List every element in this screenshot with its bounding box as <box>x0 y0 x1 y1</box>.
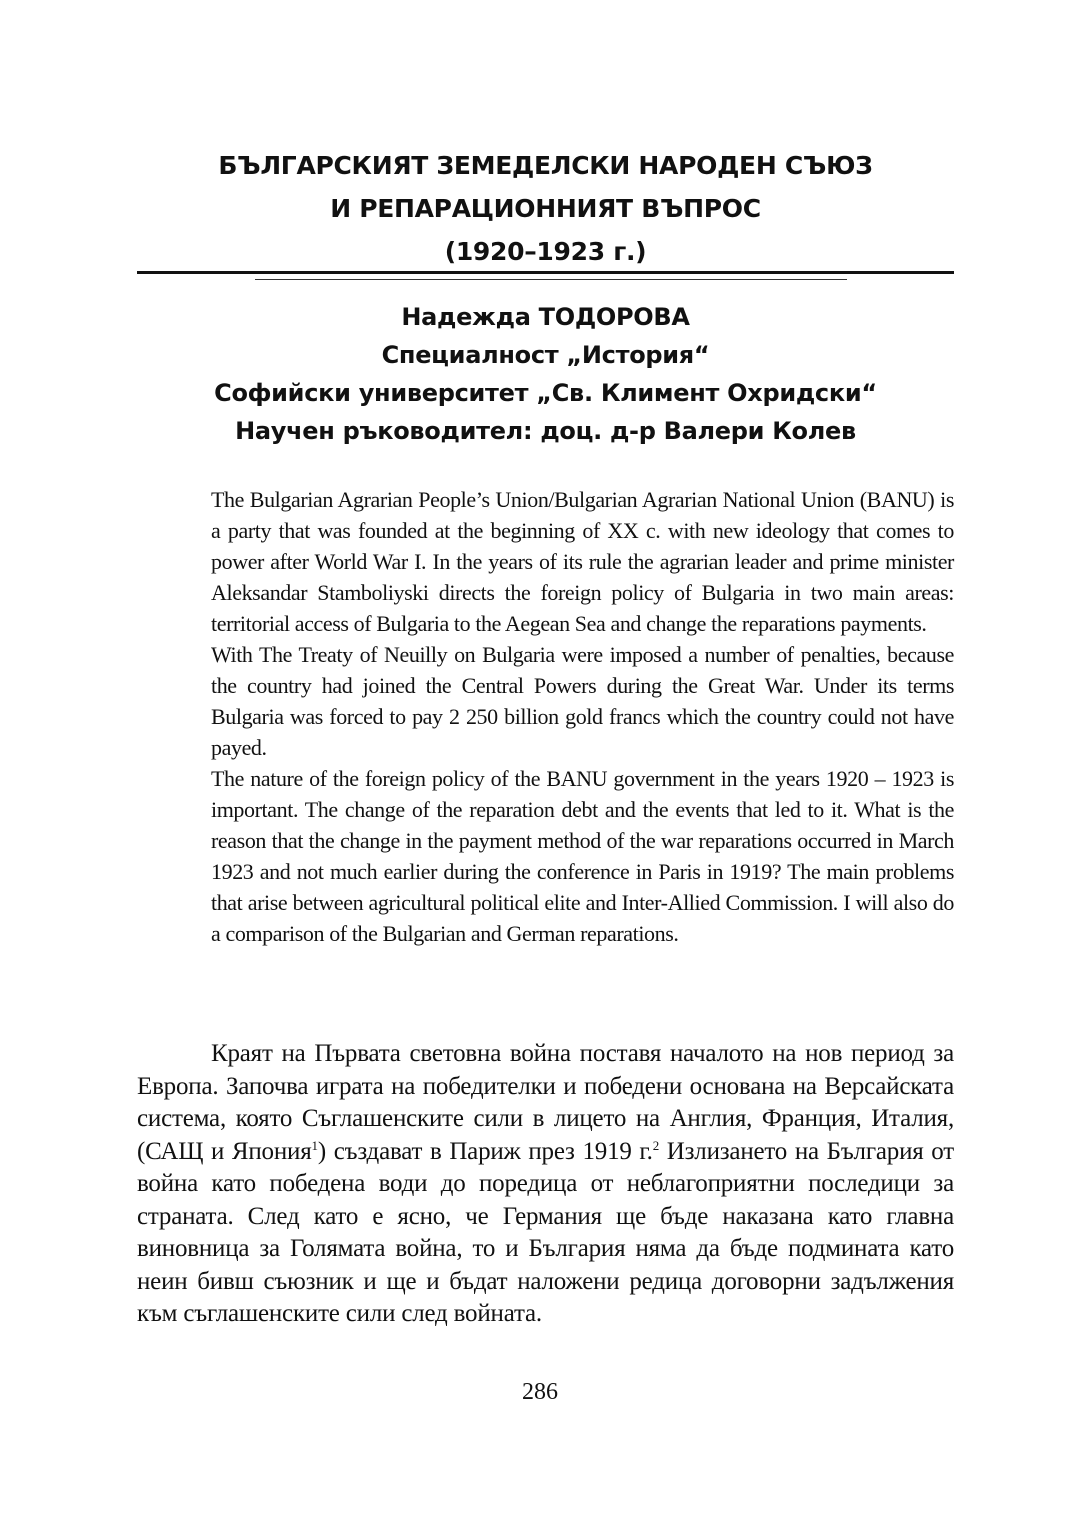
title-line-1: БЪЛГАРСКИЯТ ЗЕМЕДЕЛСКИ НАРОДЕН СЪЮЗ <box>218 151 873 180</box>
abstract <box>211 484 954 949</box>
footnote-ref-1[interactable]: 1 <box>311 1137 318 1153</box>
article-title <box>137 144 954 273</box>
author-specialty: Специалност „История“ <box>381 341 710 369</box>
title-rule-thick <box>137 271 954 274</box>
body-text <box>137 1038 954 1331</box>
body-paragraph <box>137 1038 954 1331</box>
abstract-paragraph-1: The Bulgarian Agrarian People’s Union/Bulgarian Agrarian National Union (BANU) is a party that was founded at the beginning of XX c. with new ideology that comes to power after World War I. In the years of its rule the agrarian leader and prime minister Aleksandar Stamboliyski directs the foreign policy of Bulgaria in two main areas: territorial access of Bulgaria to the Aegean Sea and change the reparations payments. <box>211 487 954 636</box>
author-university: Софийски университет „Св. Климент Охридски“ <box>214 379 877 407</box>
title-rule-thin <box>255 279 847 280</box>
body-text-part-2: ) създават в Париж през 1919 г. <box>317 1137 653 1165</box>
abstract-paragraph-3: The nature of the foreign policy of the BANU government in the years 1920 – 1923 is important. The change of the reparation debt and the events that led to it. What is the reason that the change in the payment method of the war reparations occurred in March 1923 and not much earlier during the conference in Paris in 1919? The main problems that arise between agricultural political elite and Inter-Allied Commission. I will also do a comparison of the Bulgarian and German reparations. <box>211 766 954 946</box>
author-block <box>137 298 954 450</box>
page-number: 286 <box>522 1379 558 1405</box>
title-line-2: И РЕПАРАЦИОННИЯТ ВЪПРОС <box>330 194 761 223</box>
body-text-part-1: Краят на Първата световна война поставя началото на нов период за Европа. Започва играта на победителки и победени основана на Версайската система, която Съглашенските сили в лицето на Англия, Франция, Италия, (САЩ и Япония <box>137 1040 954 1165</box>
author-name: Надежда ТОДОРОВА <box>401 303 690 331</box>
footnote-ref-2[interactable]: 2 <box>652 1137 660 1153</box>
abstract-paragraph-2: With The Treaty of Neuilly on Bulgaria were imposed a number of penalties, because the country had joined the Central Powers during the Great War. Under its terms Bulgaria was forced to pay 2 250 billion gold francs which the country could not have payed. <box>211 642 954 760</box>
body-text-part-3: Излизането на България от война като победена води до поредица от неблагоприятни последици за страната. След като е ясно, че Германия ще бъде наказана като главна виновница за Голямата война, то и България няма да бъде подмината като неин бивш съюзник и ще и бъдат наложени редица договорни задължения към съглашенските сили след войната. <box>137 1137 954 1327</box>
author-supervisor: Научен ръководител: доц. д-р Валери Колев <box>235 417 856 445</box>
title-line-3: (1920–1923 г.) <box>444 237 647 266</box>
